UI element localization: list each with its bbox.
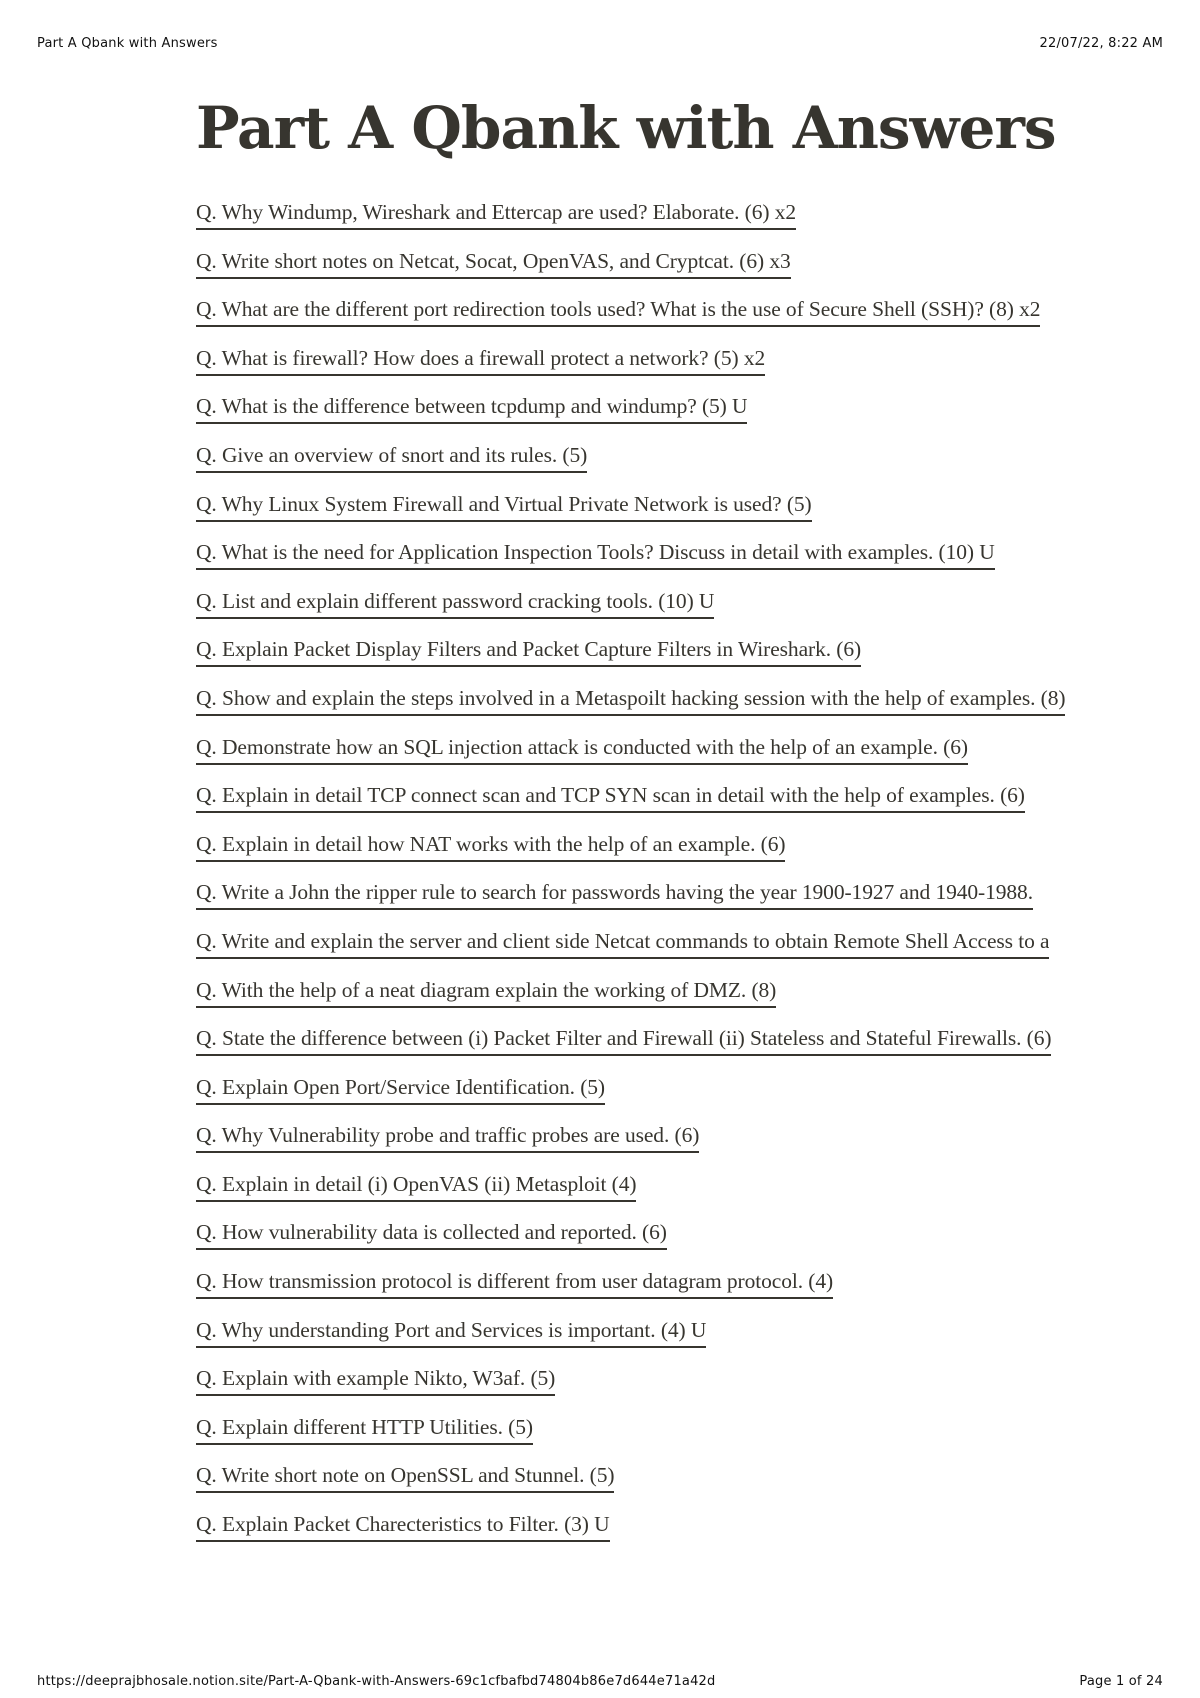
print-header — [37, 36, 1163, 51]
question-item — [196, 1461, 1166, 1510]
question-link[interactable]: Q. Explain in detail TCP connect scan and TCP SYN scan in detail with the help of examples. (6) — [196, 781, 1025, 813]
question-link[interactable]: Q. What is firewall? How does a firewall protect a network? (5) x2 — [196, 344, 765, 376]
question-item — [196, 441, 1166, 490]
question-item — [196, 538, 1166, 587]
question-item — [196, 830, 1166, 879]
question-item — [196, 927, 1166, 976]
question-link[interactable]: Q. How transmission protocol is different from user datagram protocol. (4) — [196, 1267, 833, 1299]
question-link[interactable]: Q. Write a John the ripper rule to search for passwords having the year 1900-1927 and 1940-1988. — [196, 878, 1033, 910]
question-link[interactable]: Q. How vulnerability data is collected and reported. (6) — [196, 1218, 667, 1250]
question-link[interactable]: Q. Show and explain the steps involved in a Metaspoilt hacking session with the help of examples. (8) — [196, 684, 1065, 716]
question-list — [196, 198, 1166, 1559]
question-item — [196, 1413, 1166, 1462]
question-item — [196, 1121, 1166, 1170]
question-link[interactable]: Q. Give an overview of snort and its rules. (5) — [196, 441, 587, 473]
question-item — [196, 392, 1166, 441]
question-link[interactable]: Q. Why Windump, Wireshark and Ettercap are used? Elaborate. (6) x2 — [196, 198, 796, 230]
question-link[interactable]: Q. Why understanding Port and Services is important. (4) U — [196, 1316, 706, 1348]
question-item — [196, 1073, 1166, 1122]
question-item — [196, 587, 1166, 636]
question-link[interactable]: Q. What is the difference between tcpdump and windump? (5) U — [196, 392, 747, 424]
question-item — [196, 1510, 1166, 1559]
question-item — [196, 733, 1166, 782]
question-link[interactable]: Q. What are the different port redirection tools used? What is the use of Secure Shell (SSH)? (8) x2 — [196, 295, 1040, 327]
question-link[interactable]: Q. List and explain different password cracking tools. (10) U — [196, 587, 714, 619]
question-link[interactable]: Q. Explain in detail (i) OpenVAS (ii) Metasploit (4) — [196, 1170, 636, 1202]
question-item — [196, 1267, 1166, 1316]
question-link[interactable]: Q. Why Vulnerability probe and traffic probes are used. (6) — [196, 1121, 699, 1153]
print-footer — [37, 1674, 1163, 1689]
question-link[interactable]: Q. What is the need for Application Inspection Tools? Discuss in detail with examples. (10) U — [196, 538, 995, 570]
question-link[interactable]: Q. Explain Open Port/Service Identification. (5) — [196, 1073, 605, 1105]
question-link[interactable]: Q. Write and explain the server and client side Netcat commands to obtain Remote Shell Access to a — [196, 927, 1049, 959]
question-link[interactable]: Q. Explain in detail how NAT works with the help of an example. (6) — [196, 830, 785, 862]
question-item — [196, 976, 1166, 1025]
header-doc-title: Part A Qbank with Answers — [37, 36, 218, 51]
question-item — [196, 1170, 1166, 1219]
question-link[interactable]: Q. Write short notes on Netcat, Socat, OpenVAS, and Cryptcat. (6) x3 — [196, 247, 791, 279]
question-link[interactable]: Q. Explain Packet Charecteristics to Filter. (3) U — [196, 1510, 610, 1542]
question-item — [196, 247, 1166, 296]
question-item — [196, 1316, 1166, 1365]
question-link[interactable]: Q. Explain Packet Display Filters and Packet Capture Filters in Wireshark. (6) — [196, 635, 861, 667]
question-item — [196, 635, 1166, 684]
question-link[interactable]: Q. Demonstrate how an SQL injection attack is conducted with the help of an example. (6) — [196, 733, 968, 765]
question-link[interactable]: Q. State the difference between (i) Packet Filter and Firewall (ii) Stateless and Stateful Firewalls. (6) — [196, 1024, 1051, 1056]
question-link[interactable]: Q. Explain different HTTP Utilities. (5) — [196, 1413, 533, 1445]
question-item — [196, 344, 1166, 393]
question-item — [196, 1218, 1166, 1267]
question-item — [196, 198, 1166, 247]
question-item — [196, 781, 1166, 830]
question-item — [196, 1364, 1166, 1413]
question-item — [196, 295, 1166, 344]
question-link[interactable]: Q. Write short note on OpenSSL and Stunnel. (5) — [196, 1461, 614, 1493]
question-link[interactable]: Q. Why Linux System Firewall and Virtual Private Network is used? (5) — [196, 490, 812, 522]
question-link[interactable]: Q. With the help of a neat diagram explain the working of DMZ. (8) — [196, 976, 776, 1008]
footer-page-number: Page 1 of 24 — [1079, 1674, 1163, 1689]
question-item — [196, 878, 1166, 927]
question-item — [196, 1024, 1166, 1073]
question-item — [196, 490, 1166, 539]
header-datetime: 22/07/22, 8:22 AM — [1039, 36, 1163, 51]
footer-url[interactable]: https://deeprajbhosale.notion.site/Part-A-Qbank-with-Answers-69c1cfbafbd74804b86e7d644e71a42d — [37, 1674, 716, 1689]
question-item — [196, 684, 1166, 733]
page-title: Part A Qbank with Answers — [196, 94, 1056, 162]
question-link[interactable]: Q. Explain with example Nikto, W3af. (5) — [196, 1364, 555, 1396]
